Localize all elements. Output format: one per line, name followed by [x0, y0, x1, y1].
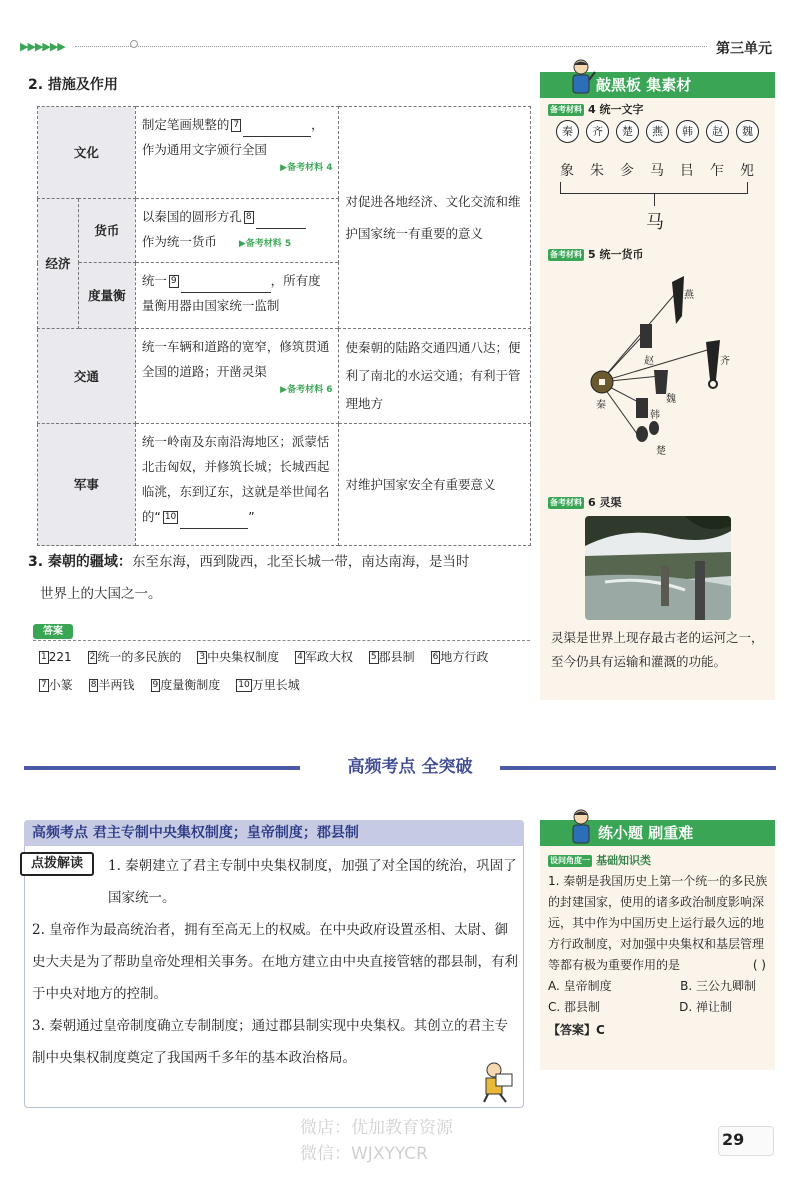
focus-header: 高频考点 君主专制中央集权制度；皇帝制度；郡县制 [24, 820, 524, 846]
practice-subhead [548, 850, 770, 871]
currency-cell [135, 199, 339, 263]
header-dot [130, 40, 138, 48]
measures-line1b: ，所有度 [270, 273, 321, 288]
answer-text: 度量衡制度 [160, 678, 221, 692]
answer-item [37, 643, 72, 671]
material-5-tag: 备考材料 [550, 250, 582, 259]
blank-number-9: 9 [170, 276, 177, 286]
option-c: C. 郡县制 [548, 1000, 601, 1014]
answer-number: 9 [152, 680, 159, 690]
answer-item [149, 671, 221, 699]
option-a: A. 皇帝制度 [548, 979, 612, 993]
effect-culture-economy: 对促进各地经济、文化交流和维护国家统一有重要的意义 [339, 107, 531, 329]
material-4-title: 统一文字 [599, 103, 644, 116]
culture-line2: 作为通用文字颁行全国 [141, 142, 267, 157]
answer-text: 地方行政 [440, 650, 489, 664]
practice-content [548, 850, 770, 1041]
answer-number: 5 [370, 652, 377, 662]
ancient-glyph: 㐱 [620, 163, 634, 179]
practice-header: 练小题 刷重难 [540, 820, 775, 846]
student-figure-icon [566, 808, 596, 848]
row-head-economy: 经济 [38, 199, 79, 329]
answer-text: 半两钱 [98, 678, 135, 692]
page-number: 29 [722, 1130, 745, 1149]
currency-label-qin: 秦 [596, 400, 606, 411]
practice-paren: ( ) [752, 958, 766, 972]
answer-number: 7 [41, 680, 47, 690]
currency-label-zhao: 赵 [644, 356, 654, 367]
section-2-title: 2. 措施及作用 [28, 77, 118, 93]
answer-text: 221 [48, 650, 72, 664]
answer-number: 6 [432, 652, 439, 662]
option-b: B. 三公九卿制 [680, 979, 756, 993]
answer-item [367, 643, 415, 671]
answer-text: 郡县制 [378, 650, 415, 664]
lingqu-caption: 灵渠是世界上现存最古老的运河之一，至今仍具有运输和灌溉的功能。 [551, 630, 764, 669]
header-rule [75, 46, 707, 47]
analysis-button: 点拨解读 [20, 852, 94, 876]
ancient-glyph: 象 [560, 163, 574, 179]
measures-table [37, 106, 531, 546]
military-cell [135, 424, 339, 546]
answer-number: 8 [90, 680, 97, 690]
answer-number: 4 [297, 652, 303, 662]
material-4-num: 4 [588, 103, 596, 116]
culture-cell: 制定笔画规整的 7 ， 作为通用文字颁行全国 ▶备考材料 4 [135, 107, 339, 199]
reading-figure-icon [478, 1060, 518, 1104]
focus-paragraph-3: 3. 秦朝通过皇帝制度确立专制制度；通过郡县制实现中央集权。其创立的君主专制中央集权制度奠定了我国两千多年的基本政治格局。 [32, 1018, 509, 1066]
blank-number-8: 8 [245, 212, 252, 222]
state-seal: 韩 [676, 120, 699, 143]
material-4-tag: 备考材料 [550, 105, 582, 114]
row-head-military: 军事 [38, 424, 136, 546]
currency-line2: 作为统一货币 [141, 234, 217, 249]
focus-text [32, 850, 520, 1074]
material-6-num: 6 [588, 496, 596, 509]
answer-text: 中央集权制度 [207, 650, 280, 664]
practice-sub: 基础知识类 [596, 854, 651, 867]
blank-number-10: 10 [164, 512, 177, 522]
answer-item [195, 643, 279, 671]
watermark-line2: 微信：WJXYYCR [300, 1144, 428, 1164]
answer-text: 军政大权 [304, 650, 353, 664]
row-head-culture: 文化 [38, 107, 136, 199]
state-seal: 赵 [706, 120, 729, 143]
focus-paragraph-1: 1. 秦朝建立了君主专制中央集权制度，加强了对全国的统治，巩固了国家统一。 [108, 858, 517, 906]
answer-text: 万里长城 [251, 678, 300, 692]
currency-label-qi: 齐 [720, 356, 730, 367]
ancient-glyph: 夗 [740, 163, 754, 179]
blank-7 [243, 119, 311, 137]
option-d: D. 禅让制 [679, 1000, 732, 1014]
section-3-text2: 世界上的大国之一。 [40, 586, 162, 602]
answer-divider [33, 640, 530, 641]
banner-title [300, 755, 500, 779]
state-seal: 燕 [646, 120, 669, 143]
answer-text: 小篆 [48, 678, 73, 692]
answer-number: 10 [238, 680, 250, 690]
ancient-glyph: 朱 [590, 163, 604, 179]
culture-line1: 制定笔画规整的 [141, 117, 230, 132]
answer-item [234, 671, 299, 699]
measures-cell [135, 263, 339, 329]
row-head-measures: 度量衡 [78, 263, 135, 329]
ancient-glyph: 乍 [710, 163, 724, 179]
script-unification-figure [548, 120, 770, 245]
answer-item [87, 671, 135, 699]
watermark [300, 1115, 453, 1167]
answer-item [429, 643, 489, 671]
unified-glyph: 马 [646, 212, 664, 233]
transport-cell [135, 329, 339, 424]
answer-item [86, 643, 182, 671]
answer-badge: 答案 [33, 624, 73, 639]
section-3-title: 3. 秦朝的疆域： [28, 554, 132, 570]
practice-answer: 【答案】C [548, 1023, 605, 1037]
row-head-transport: 交通 [38, 329, 136, 424]
blank-8 [256, 211, 306, 229]
state-seal: 齐 [586, 120, 609, 143]
practice-options-2 [548, 997, 770, 1018]
currency-line1: 以秦国的圆形方孔 [141, 209, 242, 224]
blank-number-7: 7 [233, 120, 240, 130]
section-3 [28, 546, 528, 610]
practice-sub-tag: 设问角度一 [550, 856, 590, 865]
material-5-label [548, 246, 644, 262]
practice-question [548, 871, 770, 976]
answer-number: 2 [89, 652, 96, 662]
material-6-tag: 备考材料 [550, 498, 582, 507]
military-end: ” [248, 509, 255, 524]
material-5-title: 统一货币 [599, 248, 644, 261]
state-seal: 魏 [736, 120, 759, 143]
lingqu-canal-photo [585, 516, 731, 620]
answer-number: 3 [199, 652, 206, 662]
merge-stem [654, 194, 655, 206]
answer-item [37, 671, 73, 699]
row-head-currency: 货币 [78, 199, 135, 263]
measures-line1: 统一 [141, 273, 167, 288]
section-3-text1: 东至东海，西到陇西，北至长城一带，南达南海，是当时 [131, 554, 470, 570]
effect-military: 对维护国家安全有重要意义 [339, 424, 531, 546]
merge-bracket [560, 182, 748, 194]
practice-options-1 [548, 976, 770, 997]
answer-item [293, 643, 353, 671]
ancient-glyph: 㠯 [680, 163, 694, 179]
answer-text: 统一的多民族的 [97, 650, 182, 664]
banner-title-text: 高频考点 全突破 [347, 757, 473, 777]
header-arrows: ▶▶▶▶▶▶ [20, 40, 65, 53]
currency-label-yan: 燕 [684, 290, 694, 301]
answer-list [37, 643, 529, 699]
blank-10 [180, 511, 248, 529]
material-tag-5: ▶备考材料 5 [238, 239, 292, 249]
material-6-title: 灵渠 [599, 496, 622, 509]
effect-transport: 使秦朝的陆路交通四通八达；便利了南北的水运交通；有利于管理地方 [339, 329, 531, 424]
material-6-label [548, 494, 622, 510]
focus-paragraph-2: 2. 皇帝作为最高统治者，拥有至高无上的权威。在中央政府设置丞相、太尉、御史大夫是为了帮助皇帝处理相关事务。在地方建立由中央直接管辖的郡县制，有利于中央对地方的控制。 [32, 922, 518, 1002]
military-text: 统一岭南及东南沿海地区；派蒙恬北击匈奴，并修筑长城；长城西起临洮，东到辽东，这就是举世闻名的“ [141, 434, 330, 524]
state-seal: 秦 [556, 120, 579, 143]
currency-label-wei: 魏 [666, 394, 676, 405]
material-4-label [548, 101, 644, 117]
teacher-figure-icon [566, 58, 596, 98]
watermark-line1: 微店：优加教育资源 [300, 1118, 453, 1138]
material-tag-6: ▶备考材料 6 [280, 385, 333, 395]
transport-text: 统一车辆和道路的宽窄，修筑贯通全国的道路；开凿灵渠 [141, 339, 330, 379]
unit-title: 第三单元 [716, 41, 772, 57]
material-tag-4: ▶备考材料 4 [280, 163, 333, 173]
measures-line2: 量衡用器由国家统一监制 [141, 298, 280, 313]
ancient-glyph: 马 [650, 163, 664, 179]
practice-question-text: 1. 秦朝是我国历史上第一个统一的多民族的封建国家，使用的诸多政治制度影响深远，其中作为中国历史上运行最久远的地方行政制度，对加强中央集权和基层管理等都有极为重要作用的是 [548, 874, 768, 972]
state-seal: 楚 [616, 120, 639, 143]
currency-label-han: 韩 [650, 410, 660, 421]
currency-unification-figure [580, 268, 740, 468]
currency-label-chu: 楚 [656, 446, 666, 457]
materials-panel-title: 敲黑板 集素材 [540, 72, 775, 98]
answer-number: 1 [41, 652, 47, 662]
material-5-num: 5 [588, 248, 596, 261]
blank-9 [181, 275, 271, 293]
